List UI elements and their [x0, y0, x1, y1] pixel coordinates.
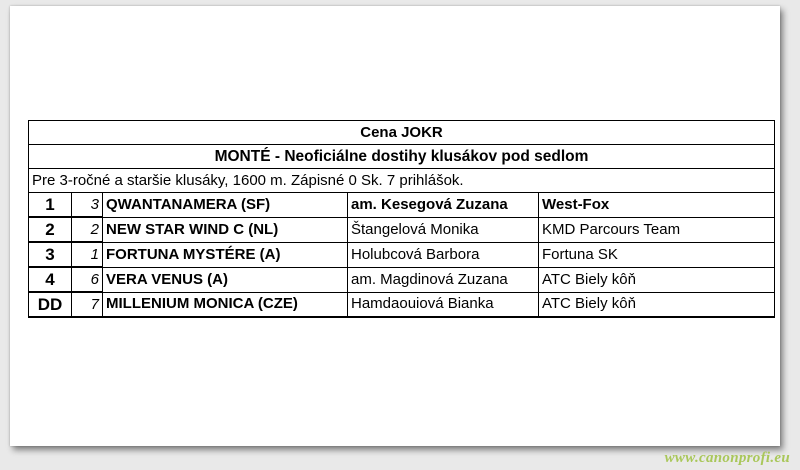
place-cell: 2: [29, 217, 72, 242]
place-cell: 4: [29, 267, 72, 292]
number-cell: 7: [72, 292, 103, 317]
horse-cell: FORTUNA MYSTÉRE (A): [103, 242, 348, 267]
team-cell: ATC Biely kôň: [539, 292, 775, 317]
place-cell: 3: [29, 242, 72, 267]
table-row: [29, 193, 775, 218]
race-title: Cena JOKR: [29, 121, 775, 145]
number-cell: 1: [72, 242, 103, 267]
table-row: [29, 217, 775, 242]
number-cell: 2: [72, 217, 103, 242]
number-cell: 3: [72, 193, 103, 218]
horse-cell: MILLENIUM MONICA (CZE): [103, 292, 348, 317]
watermark-text: www.canonprofi.eu: [664, 450, 790, 466]
rider-cell: Hamdaouiová Bianka: [348, 292, 539, 317]
race-info: Pre 3-ročné a staršie klusáky, 1600 m. Zápisné 0 Sk. 7 prihlášok.: [29, 169, 775, 193]
horse-cell: VERA VENUS (A): [103, 267, 348, 292]
table-row: [29, 292, 775, 317]
team-cell: Fortuna SK: [539, 242, 775, 267]
place-cell: DD: [29, 292, 72, 317]
horse-cell: QWANTANAMERA (SF): [103, 193, 348, 218]
race-results-table: [28, 120, 775, 318]
horse-cell: NEW STAR WIND C (NL): [103, 217, 348, 242]
place-cell: 1: [29, 193, 72, 218]
rider-cell: Štangelová Monika: [348, 217, 539, 242]
race-subtitle: MONTÉ - Neoficiálne dostihy klusákov pod sedlom: [29, 145, 775, 169]
team-cell: ATC Biely kôň: [539, 267, 775, 292]
number-cell: 6: [72, 267, 103, 292]
info-row: [29, 169, 775, 193]
title-row: [29, 121, 775, 145]
rider-cell: Holubcová Barbora: [348, 242, 539, 267]
rider-cell: am. Magdinová Zuzana: [348, 267, 539, 292]
team-cell: KMD Parcours Team: [539, 217, 775, 242]
subtitle-row: [29, 145, 775, 169]
table-row: [29, 242, 775, 267]
table-row: [29, 267, 775, 292]
team-cell: West-Fox: [539, 193, 775, 218]
rider-cell: am. Kesegová Zuzana: [348, 193, 539, 218]
